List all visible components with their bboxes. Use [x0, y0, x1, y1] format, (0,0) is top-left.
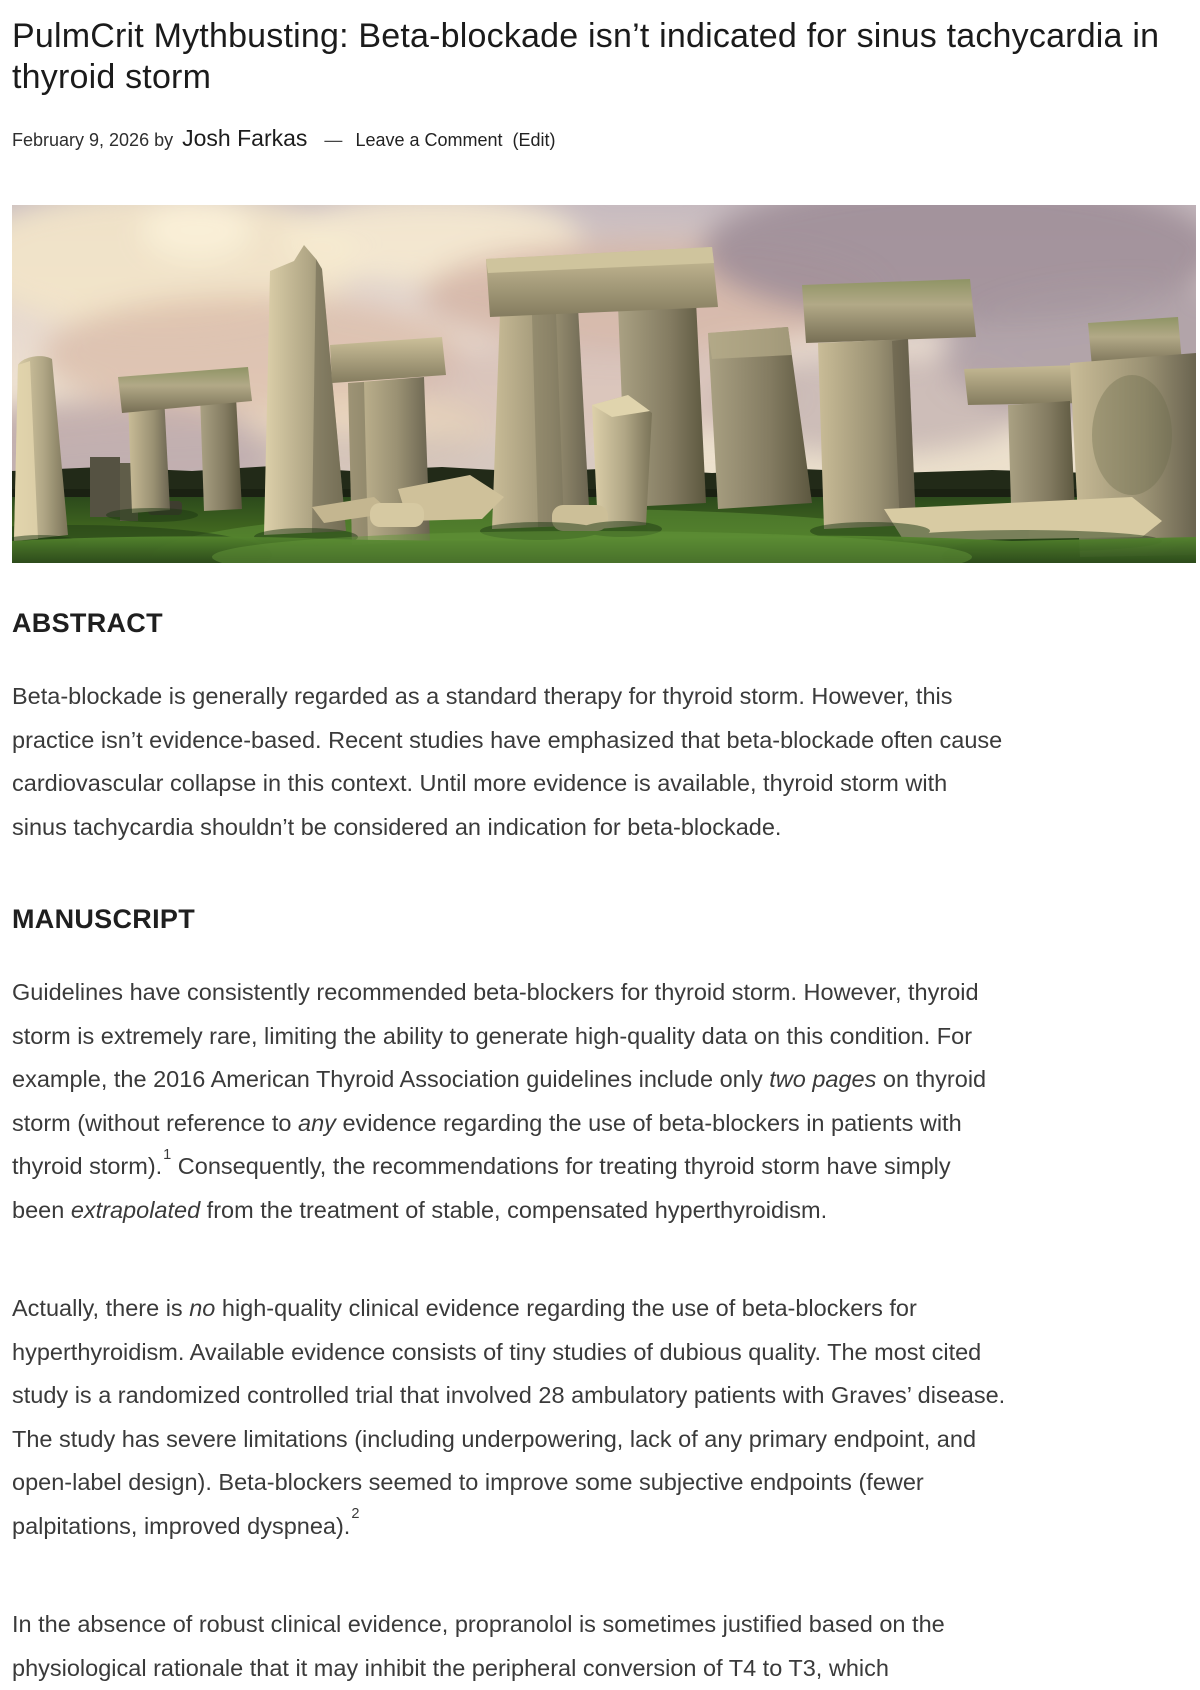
text-run: been	[12, 1197, 71, 1223]
post-meta	[12, 125, 1188, 154]
emphasis-text: extrapolated	[71, 1197, 200, 1223]
text-run: practice isn’t evidence-based. Recent studies have emphasized that beta-blockade often cause	[12, 727, 1002, 753]
hero-image	[12, 205, 1196, 563]
text-line	[12, 1331, 1188, 1375]
section-heading: ABSTRACT	[12, 607, 1188, 640]
reference-link[interactable]: 2	[351, 1506, 359, 1522]
text-run: on thyroid	[876, 1066, 986, 1092]
paragraph	[12, 675, 1188, 849]
emphasis-text: any	[298, 1110, 336, 1136]
stonehenge-illustration	[12, 205, 1196, 563]
text-run: storm is extremely rare, limiting the ability to generate high-quality data on this condition. For	[12, 1023, 972, 1049]
text-run: open-label design). Beta-blockers seemed to improve some subjective endpoints (fewer	[12, 1469, 924, 1495]
text-line	[12, 1189, 1188, 1233]
text-run: example, the 2016 American Thyroid Association guidelines include only	[12, 1066, 769, 1092]
reference-link[interactable]: 1	[163, 1147, 171, 1163]
meta-by-label: by	[154, 130, 173, 150]
text-line	[12, 1647, 1188, 1690]
text-run: In the absence of robust clinical evidence, propranolol is sometimes justified based on the	[12, 1611, 945, 1637]
text-line	[12, 1058, 1188, 1102]
text-run: physiological rationale that it may inhibit the peripheral conversion of T4 to T3, which	[12, 1655, 889, 1681]
leave-comment-link[interactable]: Leave a Comment	[355, 130, 502, 150]
text-run: The study has severe limitations (including underpowering, lack of any primary endpoint, and	[12, 1426, 976, 1452]
text-run: cardiovascular collapse in this context. Until more evidence is available, thyroid storm with	[12, 770, 947, 796]
text-line	[12, 1015, 1188, 1059]
paragraph	[12, 1603, 1188, 1690]
edit-link[interactable]: (Edit)	[513, 130, 556, 150]
text-run: storm (without reference to	[12, 1110, 298, 1136]
text-run: evidence regarding the use of beta-blockers in patients with	[336, 1110, 962, 1136]
emphasis-text: two pages	[769, 1066, 876, 1092]
page-title: PulmCrit Mythbusting: Beta-blockade isn’t indicated for sinus tachycardia in thyroid storm	[12, 16, 1188, 98]
text-run: hyperthyroidism. Available evidence consists of tiny studies of dubious quality. The most cited	[12, 1339, 981, 1365]
text-run: Guidelines have consistently recommended beta-blockers for thyroid storm. However, thyroid	[12, 979, 979, 1005]
meta-date: February 9, 2026	[12, 130, 149, 150]
article-body	[12, 607, 1188, 1690]
text-line	[12, 762, 1188, 806]
text-run: palpitations, improved dyspnea).	[12, 1513, 350, 1539]
meta-author: Josh Farkas	[182, 125, 307, 151]
text-line	[12, 1287, 1188, 1331]
emphasis-text: no	[189, 1295, 215, 1321]
text-run: study is a randomized controlled trial that involved 28 ambulatory patients with Graves’ disease.	[12, 1382, 1005, 1408]
text-line	[12, 806, 1188, 850]
paragraph	[12, 1287, 1188, 1548]
text-run: sinus tachycardia shouldn’t be considered an indication for beta-blockade.	[12, 814, 781, 840]
text-line	[12, 1418, 1188, 1462]
text-run: from the treatment of stable, compensated hyperthyroidism.	[200, 1197, 827, 1223]
text-line	[12, 719, 1188, 763]
section-heading: MANUSCRIPT	[12, 903, 1188, 936]
text-run: Beta-blockade is generally regarded as a standard therapy for thyroid storm. However, this	[12, 683, 952, 709]
text-line	[12, 1374, 1188, 1418]
text-run: Actually, there is	[12, 1295, 189, 1321]
text-line	[12, 1461, 1188, 1505]
paragraph	[12, 971, 1188, 1232]
text-run: Consequently, the recommendations for treating thyroid storm have simply	[171, 1153, 950, 1179]
meta-separator: —	[324, 130, 342, 150]
text-line	[12, 675, 1188, 719]
text-run: high-quality clinical evidence regarding the use of beta-blockers for	[215, 1295, 916, 1321]
text-line	[12, 971, 1188, 1015]
text-line	[12, 1145, 1188, 1189]
text-line	[12, 1505, 1188, 1549]
text-line	[12, 1102, 1188, 1146]
text-run: thyroid storm).	[12, 1153, 162, 1179]
text-line	[12, 1603, 1188, 1647]
